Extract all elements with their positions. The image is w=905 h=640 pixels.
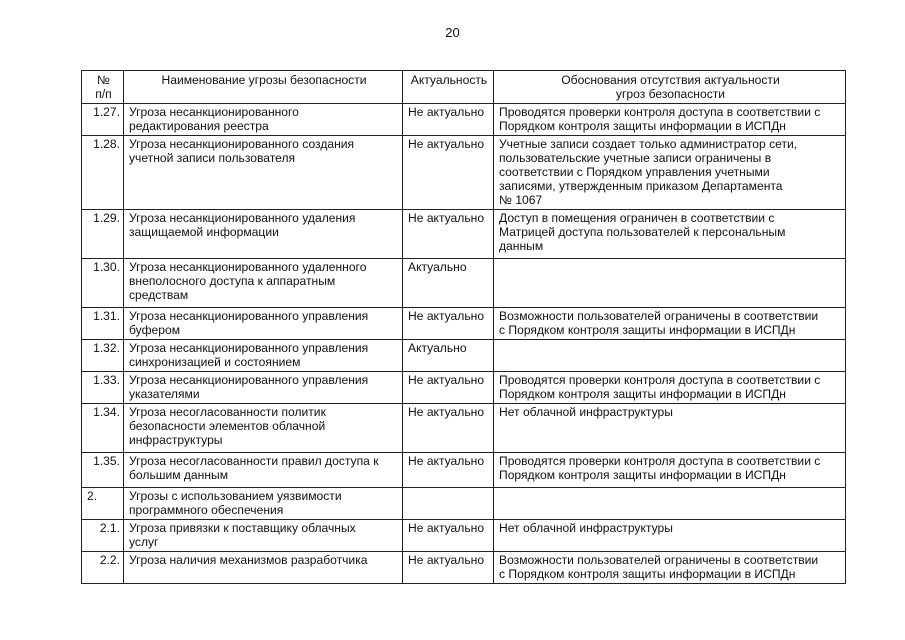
threat-name: Угроза привязки к поставщику облачных услуг [124, 520, 403, 552]
justification-text [494, 259, 846, 308]
threat-name: Угроза несанкционированного создания учетной записи пользователя [124, 136, 403, 210]
table-row [82, 453, 846, 488]
threat-name: Угроза несанкционированного удаленного внеполосного доступа к аппаратным средствам [124, 259, 403, 308]
table-row [82, 404, 846, 453]
row-number: 1.35. [82, 453, 124, 488]
justification-text: Нет облачной инфраструктуры [494, 520, 846, 552]
header-row [82, 71, 846, 104]
justification-text: Возможности пользователей ограничены в соответствии с Порядком контроля защиты информации в ИСПДн [494, 552, 846, 584]
justification-text: Проводятся проверки контроля доступа в соответствии с Порядком контроля защиты информации в ИСПДн [494, 453, 846, 488]
row-number: 1.32. [82, 340, 124, 372]
table-row [82, 340, 846, 372]
row-number: 2.2. [82, 552, 124, 584]
row-number: 1.29. [82, 210, 124, 259]
actuality-value: Не актуально [403, 372, 494, 404]
justification-text: Проводятся проверки контроля доступа в соответствии с Порядком контроля защиты информации в ИСПДн [494, 372, 846, 404]
table-row [82, 520, 846, 552]
threat-name: Угроза несанкционированного управления буфером [124, 308, 403, 340]
row-number: 2. [82, 488, 124, 520]
justification-text [494, 340, 846, 372]
header-number: № п/п [82, 71, 124, 104]
table-header [82, 71, 846, 104]
row-number: 1.27. [82, 104, 124, 136]
row-number: 1.33. [82, 372, 124, 404]
actuality-value: Не актуально [403, 104, 494, 136]
row-number: 2.1. [82, 520, 124, 552]
actuality-value [403, 488, 494, 520]
threat-name: Угроза несогласованности правил доступа к большим данным [124, 453, 403, 488]
actuality-value: Не актуально [403, 308, 494, 340]
row-number: 1.30. [82, 259, 124, 308]
threat-name: Угроза несанкционированного управления указателями [124, 372, 403, 404]
justification-text: Доступ в помещения ограничен в соответствии с Матрицей доступа пользователей к персональным данным [494, 210, 846, 259]
page-number: 20 [445, 25, 460, 40]
actuality-value: Актуально [403, 259, 494, 308]
actuality-value: Не актуально [403, 404, 494, 453]
actuality-value: Не актуально [403, 520, 494, 552]
justification-text: Учетные записи создает только администратор сети, пользовательские учетные записи ограничены в соответствии с Порядком управления учетными записями, утвержденным приказом Департамента № 1067 [494, 136, 846, 210]
threat-name: Угроза наличия механизмов разработчика [124, 552, 403, 584]
table-row [82, 372, 846, 404]
row-number: 1.34. [82, 404, 124, 453]
justification-text: Проводятся проверки контроля доступа в соответствии с Порядком контроля защиты информации в ИСПДн [494, 104, 846, 136]
actuality-value: Не актуально [403, 453, 494, 488]
actuality-value: Не актуально [403, 136, 494, 210]
table-row [82, 308, 846, 340]
threats-table [81, 70, 846, 584]
threat-name: Угрозы с использованием уязвимости программного обеспечения [124, 488, 403, 520]
threat-name: Угроза несанкционированного удаления защищаемой информации [124, 210, 403, 259]
actuality-value: Актуально [403, 340, 494, 372]
row-number: 1.28. [82, 136, 124, 210]
row-number: 1.31. [82, 308, 124, 340]
table-row [82, 552, 846, 584]
table-body [82, 104, 846, 584]
table-row [82, 104, 846, 136]
threat-name: Угроза несанкционированного управления синхронизацией и состоянием [124, 340, 403, 372]
header-actuality: Актуальность [403, 71, 494, 104]
table-row [82, 488, 846, 520]
table-row [82, 210, 846, 259]
justification-text [494, 488, 846, 520]
threat-name: Угроза несогласованности политик безопасности элементов облачной инфраструктуры [124, 404, 403, 453]
table-row [82, 136, 846, 210]
header-name: Наименование угрозы безопасности [124, 71, 403, 104]
actuality-value: Не актуально [403, 210, 494, 259]
justification-text: Возможности пользователей ограничены в соответствии с Порядком контроля защиты информации в ИСПДн [494, 308, 846, 340]
header-justification: Обоснования отсутствия актуальности угроз безопасности [494, 71, 846, 104]
table-row [82, 259, 846, 308]
threat-name: Угроза несанкционированного редактирования реестра [124, 104, 403, 136]
actuality-value: Не актуально [403, 552, 494, 584]
justification-text: Нет облачной инфраструктуры [494, 404, 846, 453]
